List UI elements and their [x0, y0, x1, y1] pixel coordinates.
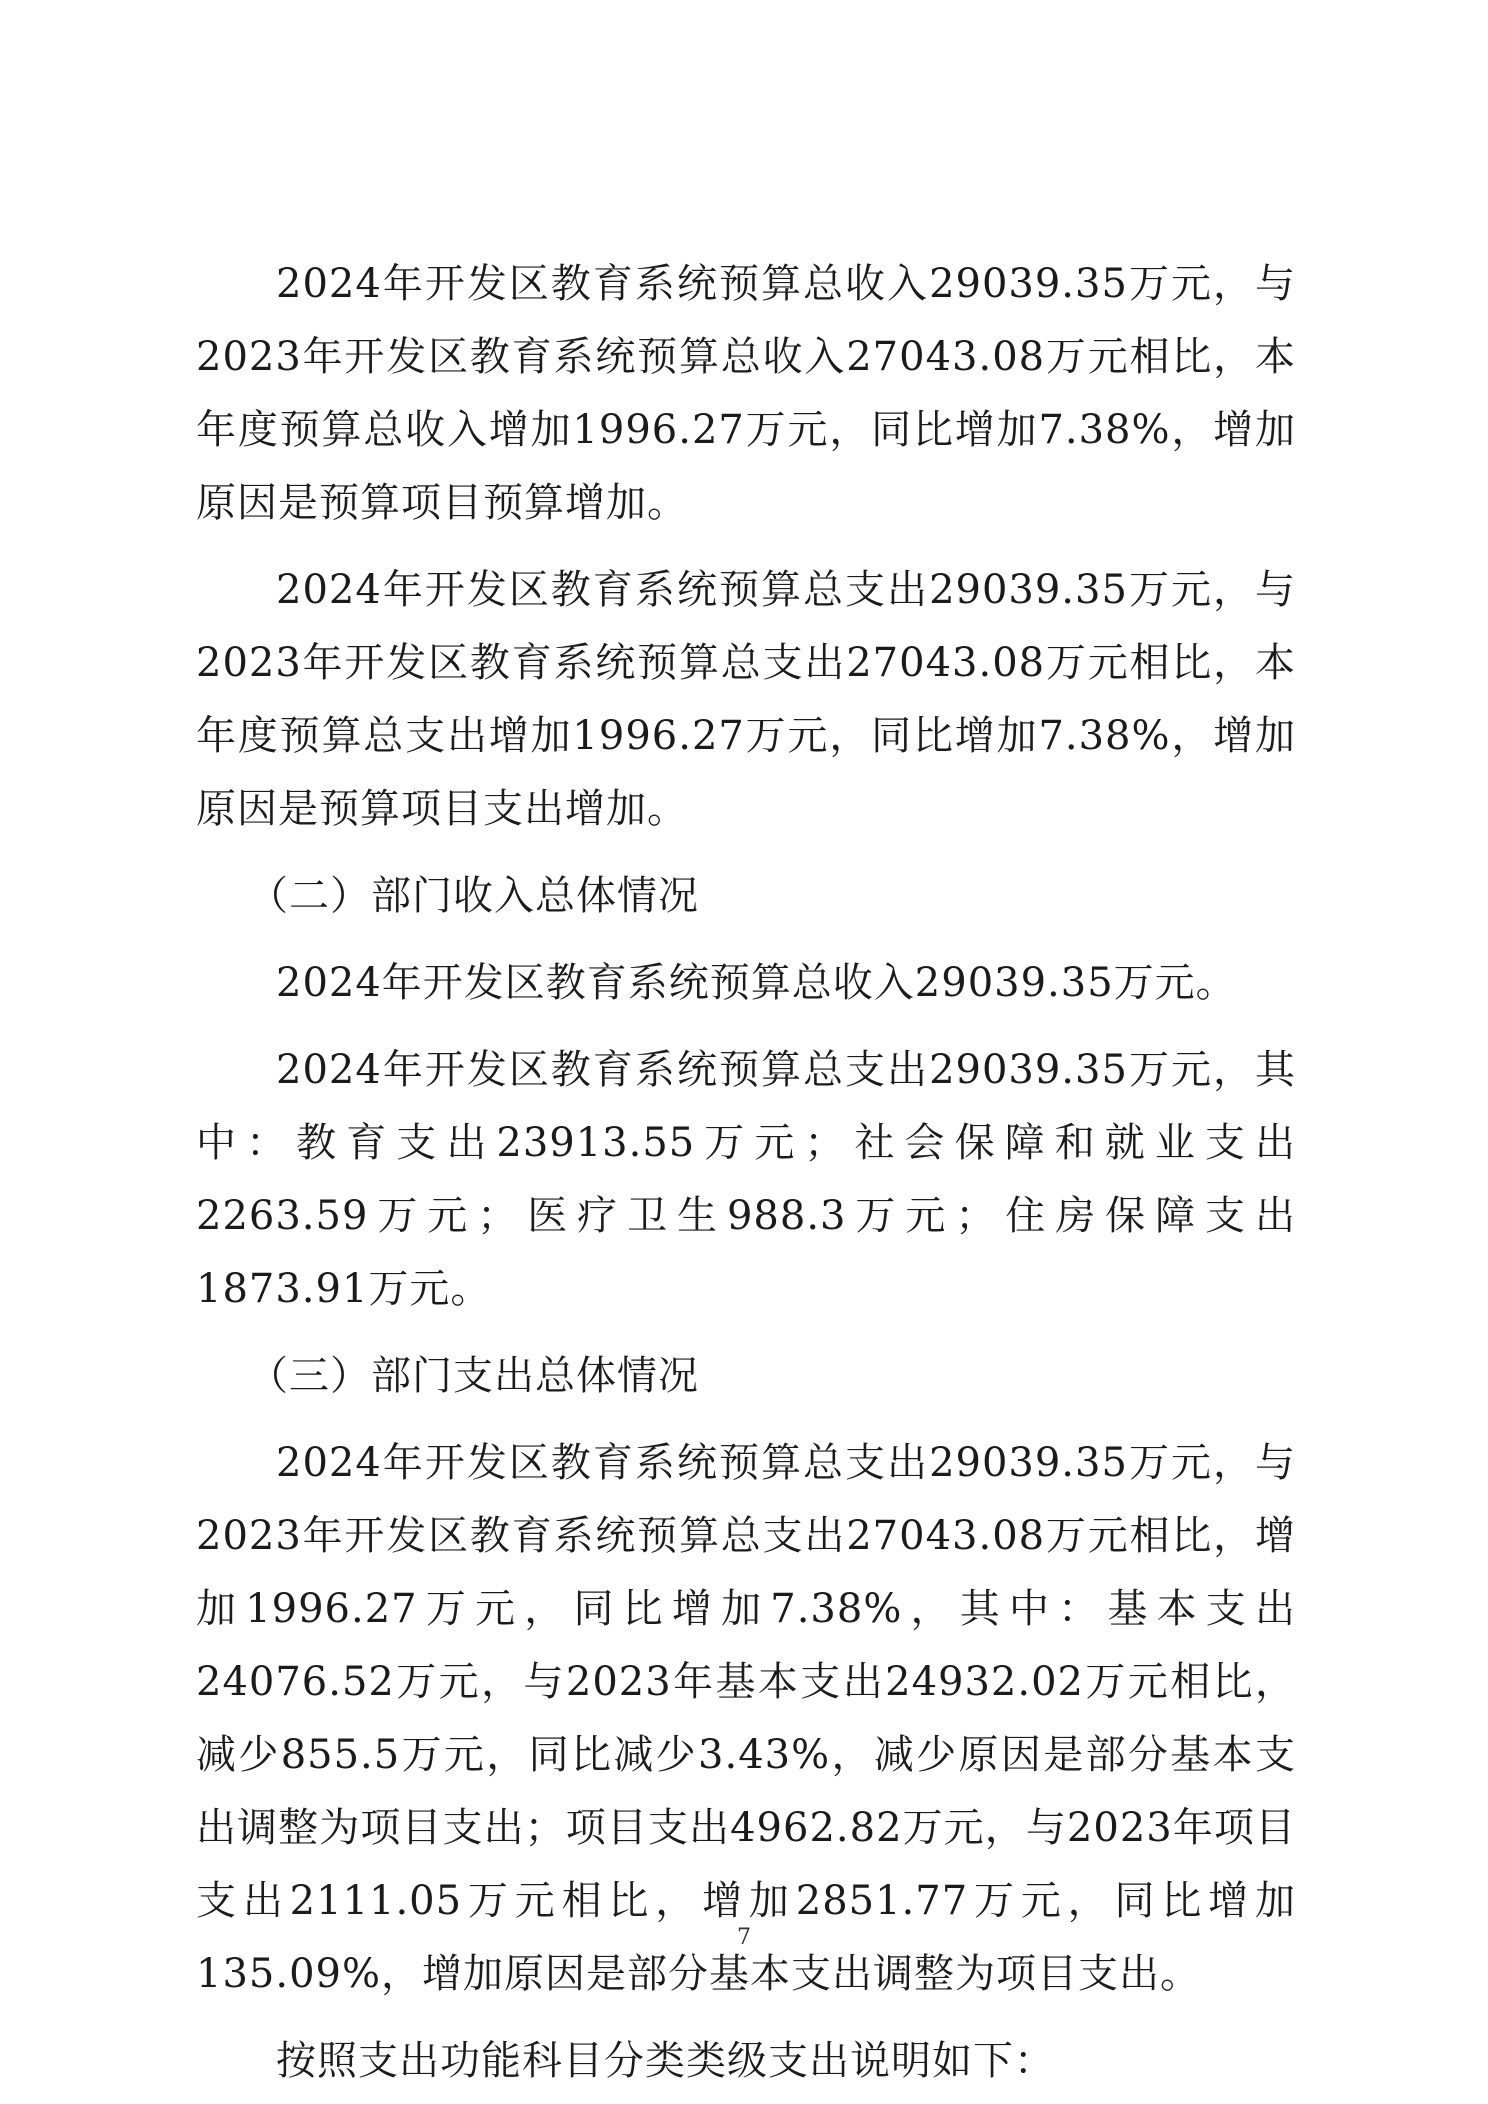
page-body	[196, 248, 1296, 2098]
paragraph-expenditure-summary: 2024年开发区教育系统预算总支出29039.35万元，与2023年开发区教育系统预算总支出27043.08万元相比，本年度预算总支出增加1996.27万元，同比增加7.38%，增加原因是预算项目支出增加。	[196, 567, 1296, 832]
paragraph-expenditure-detail: 2024年开发区教育系统预算总支出29039.35万元，与2023年开发区教育系统预算总支出27043.08万元相比，增加1996.27万元，同比增加7.38%，其中：基本支出24076.52万元，与2023年基本支出24932.02万元相比，减少855.5万元，同比减少3.43%，减少原因是部分基本支出调整为项目支出；项目支出4962.82万元，与2023年项目支出2111.05万元相比，增加2851.77万元，同比增加135.09%，增加原因是部分基本支出调整为项目支出。	[196, 1440, 1296, 1997]
page-number: 7	[737, 1925, 751, 1950]
paragraph-income-summary: 2024年开发区教育系统预算总收入29039.35万元，与2023年开发区教育系统预算总收入27043.08万元相比，本年度预算总收入增加1996.27万元，同比增加7.38%，增加原因是预算项目预算增加。	[196, 261, 1296, 526]
section-heading-income: （二）部门收入总体情况	[248, 873, 699, 919]
paragraph-total-income: 2024年开发区教育系统预算总收入29039.35万元。	[276, 960, 1237, 1006]
section-heading-expenditure: （三）部门支出总体情况	[248, 1353, 699, 1399]
paragraph-function-classification-intro: 按照支出功能科目分类类级支出说明如下：	[276, 2038, 1055, 2084]
paragraph-expenditure-breakdown: 2024年开发区教育系统预算总支出29039.35万元，其中：教育支出23913.55万元；社会保障和就业支出2263.59万元；医疗卫生988.3万元；住房保障支出1873.91万元。	[196, 1047, 1296, 1312]
